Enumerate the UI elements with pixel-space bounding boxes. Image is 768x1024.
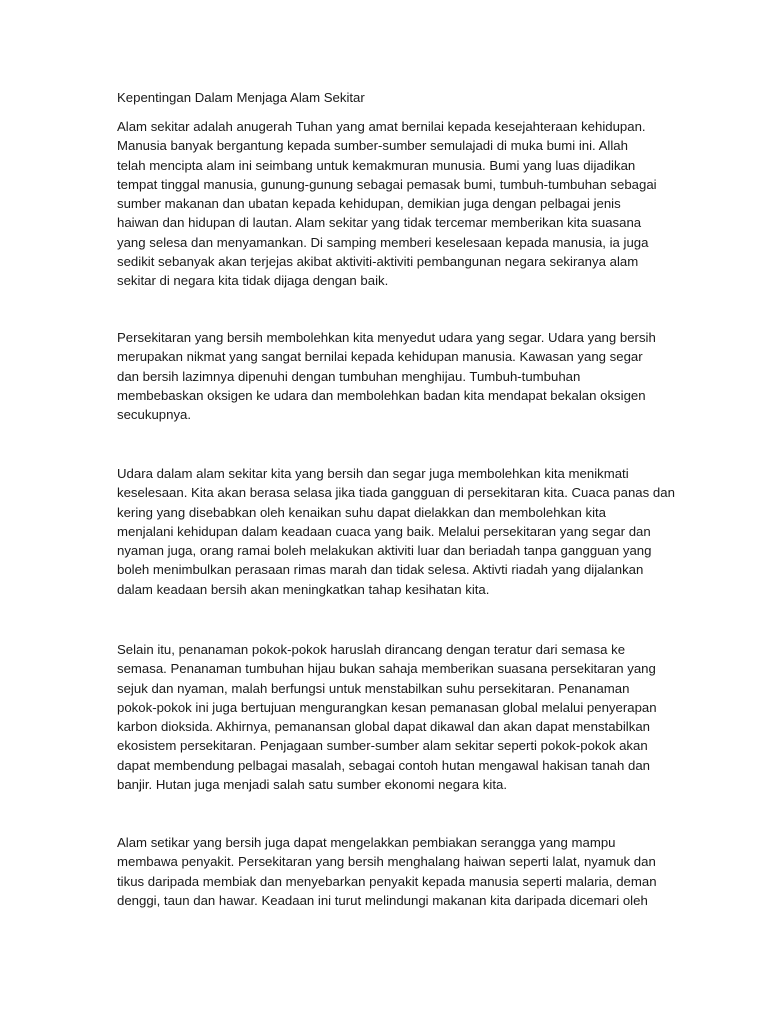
paragraph-line: keselesaan. Kita akan berasa selasa jika tiada gangguan di persekitaran kita. Cuaca panas dan bbox=[117, 485, 675, 501]
paragraph-line: telah mencipta alam ini seimbang untuk kemakmuran munusia. Bumi yang luas dijadikan bbox=[117, 157, 636, 173]
paragraph-line: Udara dalam alam sekitar kita yang bersih dan segar juga membolehkan kita menikmati bbox=[117, 466, 629, 481]
paragraph-line: menjalani kehidupan dalam keadaan cuaca yang baik. Melalui persekitaran yang segar dan bbox=[117, 523, 651, 539]
paragraph-line: banjir. Hutan juga menjadi salah satu sumber ekonomi negara kita. bbox=[117, 777, 507, 793]
paragraph-line: dapat membendung pelbagai masalah, sebagai contoh hutan mengawal hakisan tanah dan bbox=[117, 757, 651, 773]
paragraph-line: tikus daripada membiak dan menyebarkan penyakit kepada manusia seperti malaria, deman bbox=[117, 873, 657, 889]
paragraph-4 bbox=[117, 640, 657, 794]
paragraph-2 bbox=[117, 328, 657, 424]
paragraph-line: membawa penyakit. Persekitaran yang bersih menghalang haiwan seperti lalat, nyamuk dan bbox=[117, 854, 656, 870]
paragraph-line: membebaskan oksigen ke udara dan membolehkan badan kita mendapat bekalan oksigen bbox=[117, 387, 646, 403]
paragraph-line: karbon dioksida. Akhirnya, pemanansan global dapat dikawal dan akan dapat menstabilkan bbox=[117, 719, 650, 735]
paragraph-line: sejuk dan nyaman, malah berfungsi untuk menstabilkan suhu persekitaran. Penanaman bbox=[117, 680, 630, 696]
paragraph-line: denggi, taun dan hawar. Keadaan ini turut melindungi makanan kita daripada dicemari oleh bbox=[117, 892, 648, 908]
paragraph-line: dan bersih lazimnya dipenuhi dengan tumbuhan menghijau. Tumbuh-tumbuhan bbox=[117, 368, 581, 384]
document-title: Kepentingan Dalam Menjaga Alam Sekitar bbox=[117, 90, 365, 105]
paragraph-line: nyaman juga, orang ramai boleh melakukan aktiviti luar dan beriadah tanpa gangguan yang bbox=[117, 543, 652, 559]
paragraph-line: Selain itu, penanaman pokok-pokok haruslah dirancang dengan teratur dari semasa ke bbox=[117, 642, 626, 657]
paragraph-line: Persekitaran yang bersih membolehkan kita menyedut udara yang segar. Udara yang bersih bbox=[117, 330, 656, 345]
paragraph-line: merupakan nikmat yang sangat bernilai kepada kehidupan manusia. Kawasan yang segar bbox=[117, 349, 643, 365]
paragraph-1 bbox=[117, 117, 657, 291]
paragraph-line: dalam keadaan bersih akan meningkatkan tahap kesihatan kita. bbox=[117, 581, 490, 597]
paragraph-line: Manusia banyak bergantung kepada sumber-sumber semulajadi di muka bumi ini. Allah bbox=[117, 138, 628, 154]
paragraph-line: Alam setikar yang bersih juga dapat mengelakkan pembiakan serangga yang mampu bbox=[117, 835, 616, 850]
paragraph-line: haiwan dan hidupan di lautan. Alam sekitar yang tidak tercemar memberikan kita suasana bbox=[117, 215, 642, 231]
paragraph-line: kering yang disebabkan oleh kenaikan suhu dapat dielakkan dan membolehkan kita bbox=[117, 504, 607, 520]
paragraph-line: ekosistem persekitaran. Penjagaan sumber-sumber alam sekitar seperti pokok-pokok akan bbox=[117, 738, 648, 754]
paragraph-line: semasa. Penanaman tumbuhan hijau bukan sahaja memberikan suasana persekitaran yang bbox=[117, 661, 656, 677]
paragraph-line: sedikit sebanyak akan terjejas akibat aktiviti-aktiviti pembangunan negara sekiranya alam bbox=[117, 254, 639, 270]
paragraph-line: pokok-pokok ini juga bertujuan mengurangkan kesan pemanasan global melalui penyerapan bbox=[117, 699, 657, 715]
paragraph-line: tempat tinggal manusia, gunung-gunung sebagai pemasak bumi, tumbuh-tumbuhan sebagai bbox=[117, 176, 657, 192]
paragraph-line: sekitar di negara kita tidak dijaga dengan baik. bbox=[117, 273, 389, 289]
paragraph-line: sumber makanan dan ubatan kepada kehidupan, demikian juga dengan pelbagai jenis bbox=[117, 196, 621, 212]
paragraph-line: boleh menimbulkan perasaan rimas marah dan tidak selesa. Aktivti riadah yang dijalankan bbox=[117, 562, 644, 578]
paragraph-line: secukupnya. bbox=[117, 407, 192, 423]
paragraph-line: Alam sekitar adalah anugerah Tuhan yang amat bernilai kepada kesejahteraan kehidupan. bbox=[117, 119, 646, 134]
paragraph-5 bbox=[117, 833, 657, 910]
paragraph-line: yang selesa dan menyamankan. Di samping memberi keselesaan kepada manusia, ia juga bbox=[117, 234, 649, 250]
paragraph-3 bbox=[117, 464, 675, 599]
